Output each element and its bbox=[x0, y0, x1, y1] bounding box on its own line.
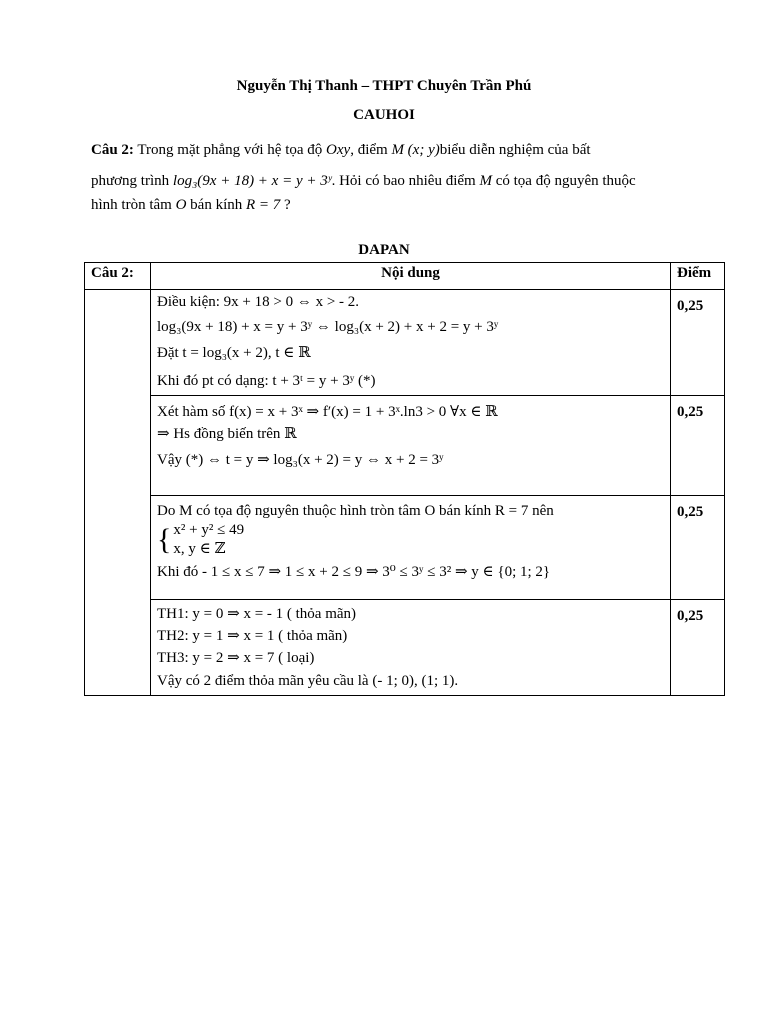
row-score: 0,25 bbox=[671, 290, 725, 396]
row-score: 0,25 bbox=[671, 396, 725, 496]
content-line: Khi đó pt có dạng: t + 3ᵗ = y + 3ʸ (*) bbox=[157, 373, 376, 389]
question-text-3b: bán kính bbox=[190, 197, 243, 213]
row-content bbox=[151, 600, 671, 696]
answer-table bbox=[84, 262, 725, 696]
question-text-1b: , điểm bbox=[350, 142, 388, 158]
content-line: TH2: y = 1 ⇒ x = 1 ( thỏa mãn) bbox=[157, 628, 348, 644]
question-line-2 bbox=[91, 173, 713, 189]
content-line: Do M có tọa độ nguyên thuộc hình tròn tâm O bán kính R = 7 nên bbox=[157, 503, 554, 519]
system-of-conditions bbox=[157, 521, 664, 559]
content-line: Vậy có 2 điểm thỏa mãn yêu cầu là (- 1; 0), (1; 1). bbox=[157, 673, 459, 689]
point-m-symbol: M (x; y) bbox=[391, 142, 440, 158]
condition-line: x² + y² ≤ 49 bbox=[173, 522, 245, 538]
content-line: log₃(9x + 18) + x = y + 3ʸ ⇔ log₃(x + 2) + x + 2 = y + 3ʸ bbox=[157, 319, 499, 335]
content-line: TH3: y = 2 ⇒ x = 7 ( loại) bbox=[157, 650, 315, 666]
header-question: Câu 2: bbox=[85, 263, 151, 290]
question-text-1c: biểu diễn nghiệm của bất bbox=[439, 142, 591, 158]
radius-symbol: R = 7 bbox=[246, 197, 281, 213]
table-row bbox=[85, 496, 725, 600]
content-line: Đặt t = log₃(x + 2), t ∈ ℝ bbox=[157, 345, 311, 361]
question-line-1 bbox=[91, 142, 713, 158]
row-score: 0,25 bbox=[671, 496, 725, 600]
question-text-2c: có tọa độ nguyên thuộc bbox=[495, 173, 636, 189]
author-header: Nguyễn Thị Thanh – THPT Chuyên Trần Phú bbox=[236, 78, 532, 94]
content-line: ⇒ Hs đồng biến trên ℝ bbox=[157, 426, 297, 442]
content-line: Điều kiện: 9x + 18 > 0 ⇔ x > - 2. bbox=[157, 294, 360, 310]
question-text-2a: phương trình bbox=[91, 173, 170, 189]
o-symbol: O bbox=[175, 197, 187, 213]
content-line: Vậy (*) ⇔ t = y ⇒ log₃(x + 2) = y ⇔ x + 2 = 3ʸ bbox=[157, 452, 444, 468]
row-score: 0,25 bbox=[671, 600, 725, 696]
question-section-title: CAUHOI bbox=[353, 107, 415, 123]
question-text-1a: Trong mặt phẳng với hệ tọa độ bbox=[137, 142, 323, 158]
brace-symbol: { bbox=[157, 523, 172, 556]
row-content bbox=[151, 496, 671, 600]
question-text-3a: hình tròn tâm bbox=[91, 197, 172, 213]
table-row bbox=[85, 290, 725, 396]
header-content: Nội dung bbox=[151, 263, 671, 290]
row-content bbox=[151, 290, 671, 396]
m-symbol: M bbox=[479, 173, 492, 189]
table-row bbox=[85, 396, 725, 496]
answer-section-title: DAPAN bbox=[358, 242, 410, 258]
question-label: Câu 2: bbox=[91, 142, 134, 158]
content-line: TH1: y = 0 ⇒ x = - 1 ( thỏa mãn) bbox=[157, 606, 357, 622]
condition-line: x, y ∈ ℤ bbox=[173, 541, 226, 557]
question-text-3c: ? bbox=[284, 197, 291, 213]
oxy-symbol: Oxy bbox=[326, 142, 351, 158]
table-header-row bbox=[85, 263, 725, 290]
header-score: Điểm bbox=[671, 263, 725, 290]
question-cell bbox=[85, 290, 151, 696]
inequality-expression: log₃(9x + 18) + x = y + 3ʸ bbox=[172, 173, 332, 189]
table-row bbox=[85, 600, 725, 696]
question-text-2b: . Hỏi có bao nhiêu điểm bbox=[331, 173, 476, 189]
content-line: Khi đó - 1 ≤ x ≤ 7 ⇒ 1 ≤ x + 2 ≤ 9 ⇒ 3⁰ ≤ 3ʸ ≤ 3² ⇒ y ∈ {0; 1; 2} bbox=[157, 564, 551, 580]
row-content bbox=[151, 396, 671, 496]
question-line-3 bbox=[91, 197, 713, 213]
content-line: Xét hàm số f(x) = x + 3ˣ ⇒ f′(x) = 1 + 3ˣ.ln3 > 0 ∀x ∈ ℝ bbox=[157, 404, 498, 420]
